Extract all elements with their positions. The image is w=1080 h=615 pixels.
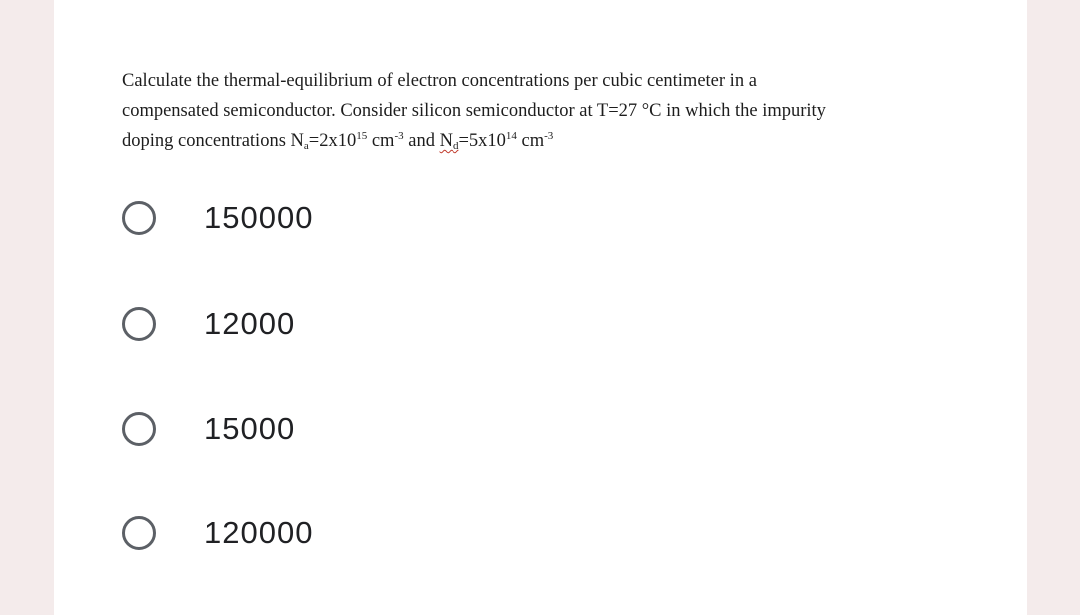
- na-value: =2x10: [308, 131, 357, 151]
- nd-subscript: d: [452, 140, 459, 152]
- answer-option-3[interactable]: [122, 405, 295, 453]
- answer-option-2[interactable]: [122, 300, 295, 348]
- unit-2-exponent: -3: [544, 130, 554, 142]
- unit-1: cm: [367, 131, 395, 151]
- answer-option-4[interactable]: [122, 509, 313, 557]
- nd-base: N: [439, 131, 453, 151]
- radio-button-icon[interactable]: [122, 201, 156, 235]
- answer-option-1[interactable]: [122, 194, 313, 242]
- radio-button-icon[interactable]: [122, 412, 156, 446]
- unit-1-exponent: -3: [394, 130, 404, 142]
- question-line-3: [122, 126, 1002, 156]
- unit-2: cm: [516, 131, 545, 151]
- answer-option-label: 150000: [204, 200, 314, 235]
- and-word: and: [403, 131, 440, 151]
- nd-symbol: [440, 131, 459, 151]
- nd-value: =5x10: [458, 131, 506, 151]
- radio-button-icon[interactable]: [122, 307, 156, 341]
- radio-button-icon[interactable]: [122, 516, 156, 550]
- nd-exponent: 14: [505, 130, 517, 142]
- answer-option-label: 12000: [204, 306, 296, 341]
- na-subscript: a: [303, 140, 309, 152]
- question-line-2: compensated semiconductor. Consider silicon semiconductor at T=27 °C in which the impurity: [122, 101, 826, 121]
- na-exponent: 15: [356, 130, 368, 142]
- answer-option-label: 15000: [204, 411, 296, 446]
- answer-option-label: 120000: [204, 515, 314, 550]
- question-line-1: Calculate the thermal-equilibrium of electron concentrations per cubic centimeter in a: [122, 71, 757, 91]
- question-text: [122, 66, 1002, 156]
- line3-prefix: doping concentrations N: [122, 131, 304, 151]
